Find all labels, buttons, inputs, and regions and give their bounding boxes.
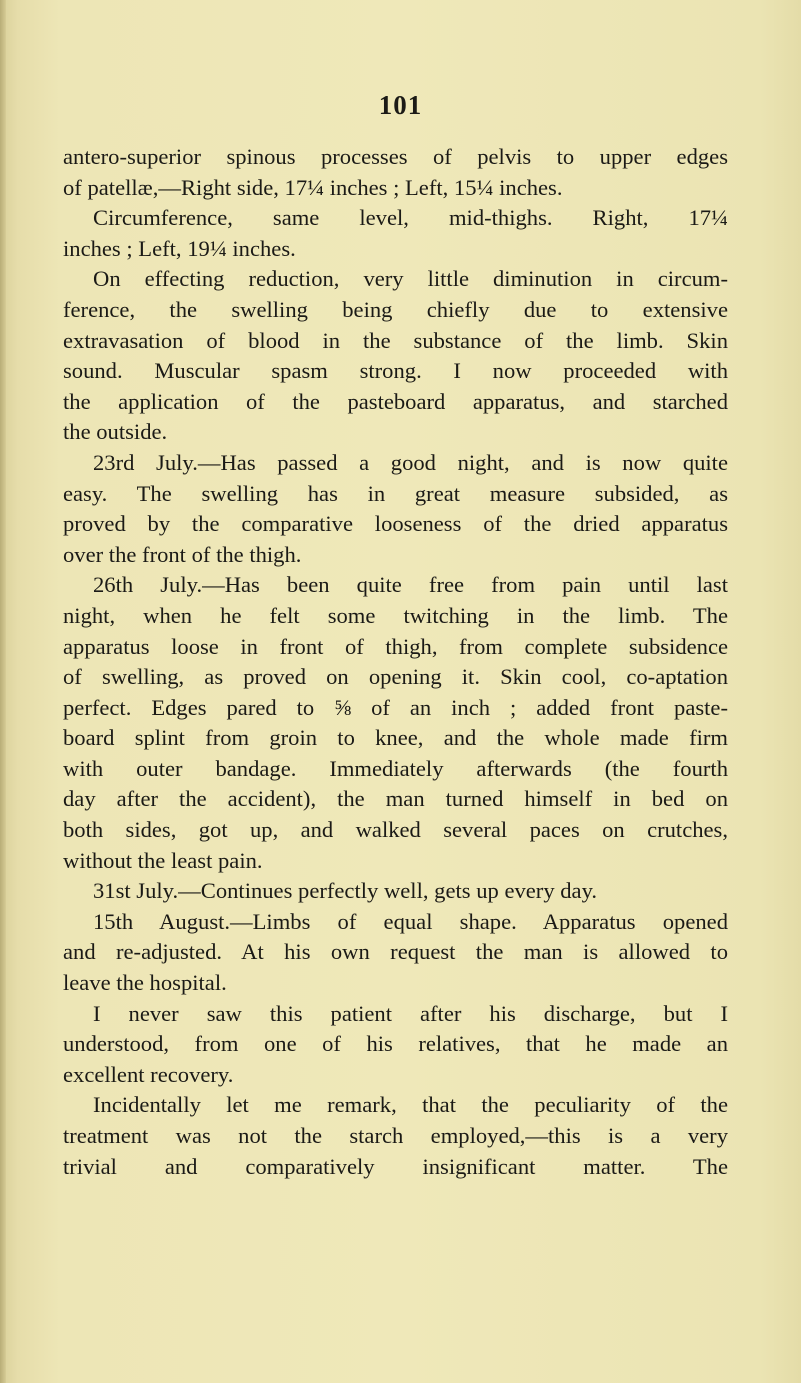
text-line: both sides, got up, and walked several paces on crutches, (63, 817, 728, 843)
text-line: with outer bandage. Immediately afterwards (the fourth (63, 755, 728, 781)
text-line: of patellæ,—Right side, 17¼ inches ; Left, 15¼ inches. (63, 174, 563, 200)
text-line: On effecting reduction, very little diminution in circum- (93, 266, 728, 292)
binding-edge (0, 0, 6, 1383)
text-line: inches ; Left, 19¼ inches. (63, 235, 296, 261)
text-line: 23rd July.—Has passed a good night, and is now quite (93, 449, 728, 475)
text-line: board splint from groin to knee, and the whole made firm (63, 725, 728, 751)
text-line: proved by the comparative looseness of the dried apparatus (63, 511, 728, 537)
text-line: without the least pain. (63, 847, 263, 873)
text-line: day after the accident), the man turned himself in bed on (63, 786, 728, 812)
text-line: over the front of the thigh. (63, 541, 302, 567)
text-line: Incidentally let me remark, that the peculiarity of the (93, 1092, 728, 1118)
text-line: 15th August.—Limbs of equal shape. Apparatus opened (93, 908, 728, 934)
text-line: understood, from one of his relatives, that he made an (63, 1031, 728, 1057)
text-line: of swelling, as proved on opening it. Skin cool, co-aptation (63, 664, 728, 690)
text-line: leave the hospital. (63, 970, 227, 996)
text-line: excellent recovery. (63, 1061, 234, 1087)
text-line: trivial and comparatively insignificant matter. The (63, 1153, 728, 1179)
text-line: the application of the pasteboard apparatus, and starched (63, 388, 728, 414)
text-line: ference, the swelling being chiefly due to extensive (63, 296, 728, 322)
text-line: I never saw this patient after his discharge, but I (93, 1000, 728, 1026)
text-line: apparatus loose in front of thigh, from complete subsidence (63, 633, 728, 659)
text-line: sound. Muscular spasm strong. I now proceeded with (63, 358, 728, 384)
body-text (63, 142, 728, 1182)
text-line: antero-superior spinous processes of pelvis to upper edges (63, 144, 728, 169)
page-number: 101 (378, 90, 423, 120)
text-line: Circumference, same level, mid-thighs. Right, 17¼ (93, 205, 728, 231)
text-line: extravasation of blood in the substance of the limb. Skin (63, 327, 728, 353)
text-line: 26th July.—Has been quite free from pain until last (93, 572, 728, 598)
text-line: perfect. Edges pared to ⅝ of an inch ; added front paste- (63, 694, 728, 720)
text-line: 31st July.—Continues perfectly well, gets up every day. (93, 878, 598, 904)
text-line: treatment was not the starch employed,—this is a very (63, 1123, 728, 1148)
text-line: night, when he felt some twitching in the limb. The (63, 602, 728, 628)
text-line: and re-adjusted. At his own request the man is allowed to (63, 939, 728, 965)
text-line: easy. The swelling has in great measure subsided, as (63, 480, 728, 506)
text-line: the outside. (63, 419, 168, 445)
